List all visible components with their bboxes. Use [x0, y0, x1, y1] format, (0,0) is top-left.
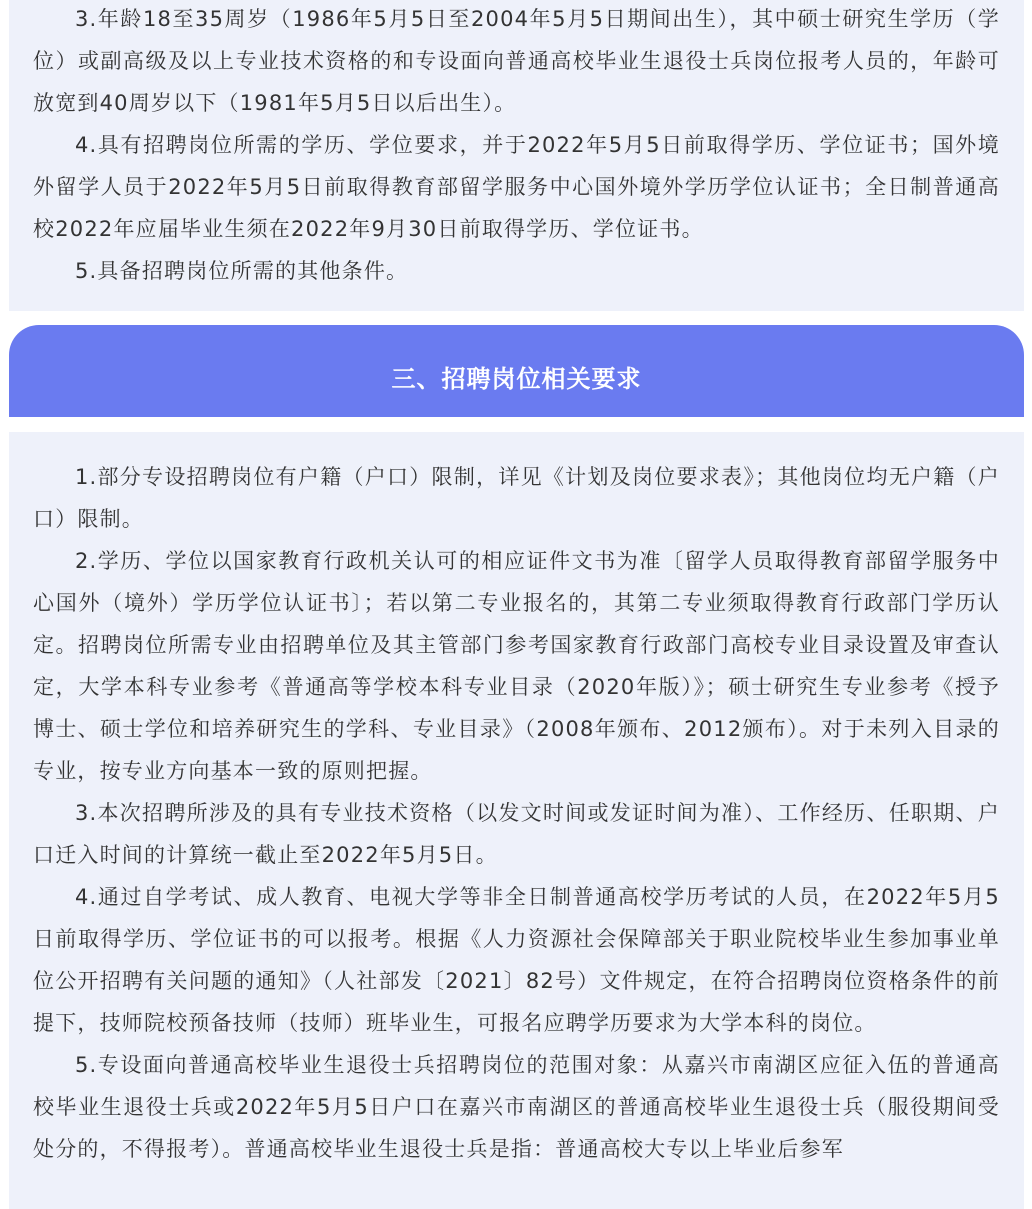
section2-paragraph-5: 5.具备招聘岗位所需的其他条件。 [75, 259, 409, 283]
section3-paragraph-4: 4.通过自学考试、成人教育、电视大学等非全日制普通高校学历考试的人员，在2022年5月5日前取得学历、学位证书的可以报考。根据《人力资源社会保障部关于职业院校毕业生参加事业单位公开招聘有关问题的通知》（人社部发〔2021〕82号）文件规定，在符合招聘岗位资格条件的前提下，技师院校预备技师（技师）班毕业生，可报名应聘学历要求为大学本科的岗位。 [33, 885, 1000, 1035]
section3-paragraph-2: 2.学历、学位以国家教育行政机关认可的相应证件文书为准〔留学人员取得教育部留学服务中心国外（境外）学历学位认证书〕；若以第二专业报名的，其第二专业须取得教育行政部门学历认定。招聘岗位所需专业由招聘单位及其主管部门参考国家教育行政部门高校专业目录设置及审查认定，大学本科专业参考《普通高等学校本科专业目录（2020年版）》；硕士研究生专业参考《授予博士、硕士学位和培养研究生的学科、专业目录》（2008年颁布、2012颁布）。对于未列入目录的专业，按专业方向基本一致的原则把握。 [33, 549, 1000, 783]
section2-paragraph-4: 4.具有招聘岗位所需的学历、学位要求，并于2022年5月5日前取得学历、学位证书；国外境外留学人员于2022年5月5日前取得教育部留学服务中心国外境外学历学位认证书；全日制普通高校2022年应届毕业生须在2022年9月30日前取得学历、学位证书。 [33, 133, 1000, 241]
section2-paragraph-3: 3.年龄18至35周岁（1986年5月5日至2004年5月5日期间出生），其中硕士研究生学历（学位）或副高级及以上专业技术资格的和专设面向普通高校毕业生退役士兵岗位报考人员的，年龄可放宽到40周岁以下（1981年5月5日以后出生）。 [33, 7, 1000, 115]
section3-header-banner [9, 325, 1024, 417]
section3-paragraph-3: 3.本次招聘所涉及的具有专业技术资格（以发文时间或发证时间为准）、工作经历、任职期、户口迁入时间的计算统一截止至2022年5月5日。 [33, 801, 1000, 867]
section2-panel [9, 0, 1024, 311]
section3-paragraph-5: 5.专设面向普通高校毕业生退役士兵招聘岗位的范围对象：从嘉兴市南湖区应征入伍的普通高校毕业生退役士兵或2022年5月5日户口在嘉兴市南湖区的普通高校毕业生退役士兵（服役期间受处分的，不得报考）。普通高校毕业生退役士兵是指：普通高校大专以上毕业后参军 [33, 1053, 1000, 1161]
section3-paragraph-1: 1.部分专设招聘岗位有户籍（户口）限制，详见《计划及岗位要求表》；其他岗位均无户籍（户口）限制。 [33, 465, 1000, 531]
section3-panel [9, 432, 1024, 1209]
section3-title: 三、招聘岗位相关要求 [391, 364, 642, 393]
